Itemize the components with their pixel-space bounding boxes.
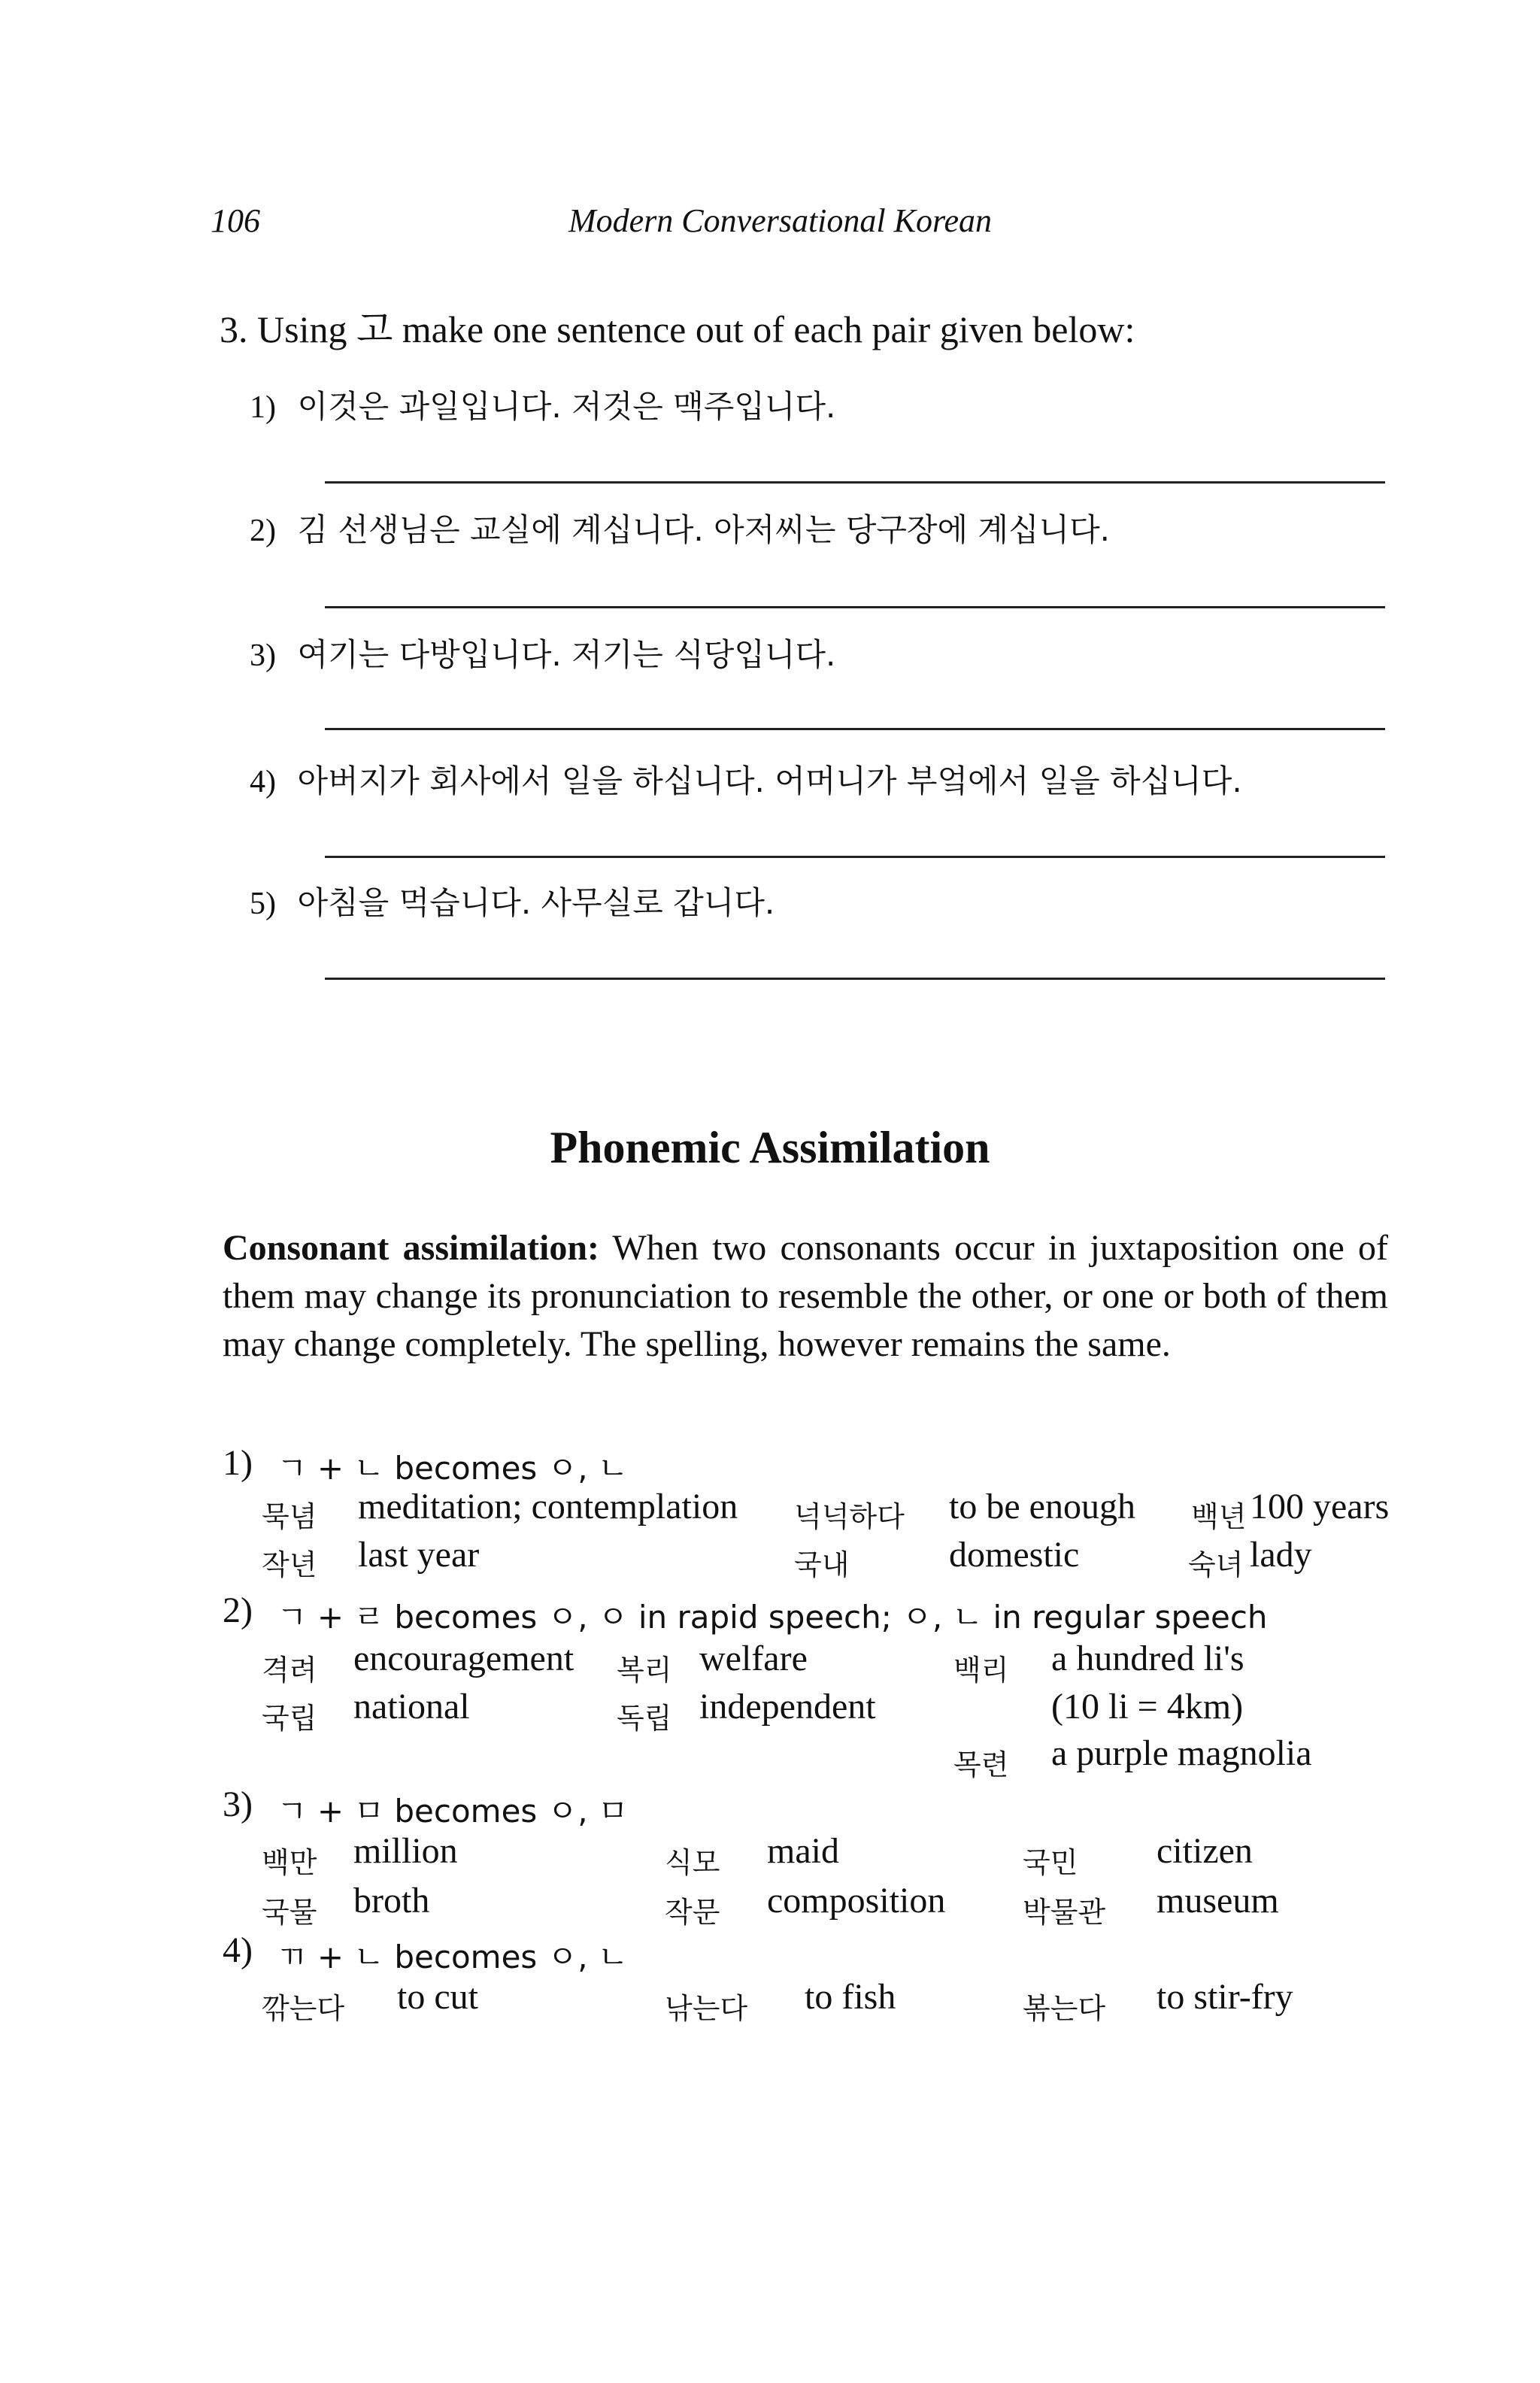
rule-formula: ㄲ + ㄴ becomes ㅇ, ㄴ (277, 1939, 629, 1975)
answer-line[interactable] (325, 481, 1385, 484)
item-number: 1) (250, 390, 276, 425)
gloss: broth (353, 1881, 430, 1921)
rule-label: 3) (223, 1784, 253, 1824)
item-number: 4) (250, 765, 276, 799)
gloss: to fish (805, 1977, 896, 2017)
gloss: to cut (397, 1977, 478, 2017)
exercise-item (250, 756, 1242, 802)
exercise-heading: 3. Using 고 make one sentence out of each pair given below: (220, 308, 1135, 350)
korean-word: 백리 (953, 1654, 1009, 1687)
korean-word: 복리 (617, 1654, 672, 1687)
korean-word: 묵념 (262, 1500, 317, 1533)
gloss: maid (767, 1831, 839, 1871)
korean-word: 국내 (794, 1548, 850, 1581)
gloss: citizen (1157, 1831, 1253, 1871)
korean-word: 격려 (262, 1654, 317, 1687)
item-text: 이것은 과일입니다. 저것은 맥주입니다. (297, 388, 836, 425)
gloss: (10 li = 4km) (1051, 1687, 1244, 1727)
korean-word: 국민 (1023, 1846, 1078, 1879)
korean-word: 식모 (665, 1846, 720, 1879)
gloss: composition (767, 1881, 946, 1921)
item-number: 2) (250, 514, 276, 548)
gloss: million (353, 1831, 458, 1871)
gloss: lady (1250, 1535, 1312, 1575)
exercise-item (250, 505, 1110, 550)
gloss: a purple magnolia (1051, 1733, 1312, 1773)
paragraph-body: When two consonants occur in juxtaposition one of them may change its pronunciation to resemble the other, or one or both of them may change completely. The spelling, however remains the same. (223, 1228, 1389, 1364)
korean-word: 목련 (953, 1748, 1009, 1781)
intro-paragraph (223, 1224, 1388, 1369)
gloss: encouragement (353, 1639, 574, 1678)
answer-line[interactable] (325, 978, 1385, 980)
korean-word: 깎는다 (262, 1992, 345, 2025)
korean-word: 볶는다 (1023, 1992, 1106, 2025)
item-text: 김 선생님은 교실에 계십니다. 아저씨는 당구장에 계십니다. (297, 511, 1111, 548)
rule-label: 4) (223, 1930, 253, 1970)
gloss: meditation; contemplation (358, 1487, 738, 1527)
exercise-item (250, 630, 835, 675)
rule-formula: ㄱ + ㅁ becomes ㅇ, ㅁ (277, 1793, 629, 1830)
item-text: 아버지가 회사에서 일을 하십니다. 어머니가 부엌에서 일을 하십니다. (297, 762, 1242, 799)
gloss: independent (699, 1687, 876, 1727)
rule-label: 2) (223, 1590, 253, 1630)
gloss: to stir-fry (1157, 1977, 1293, 2017)
gloss: a hundred li's (1051, 1639, 1244, 1678)
answer-line[interactable] (325, 856, 1385, 858)
korean-word: 작문 (665, 1896, 720, 1929)
gloss: to be enough (949, 1487, 1135, 1527)
answer-line[interactable] (325, 606, 1385, 608)
item-text: 여기는 다방입니다. 저기는 식당입니다. (297, 636, 836, 673)
gloss: national (353, 1687, 470, 1727)
item-number: 5) (250, 887, 276, 921)
item-text: 아침을 먹습니다. 사무실로 갑니다. (297, 884, 775, 921)
korean-word: 국립 (262, 1702, 317, 1735)
term-lead: Consonant assimilation: (223, 1228, 600, 1268)
korean-word: 독립 (617, 1702, 672, 1735)
gloss: domestic (949, 1535, 1080, 1575)
answer-line[interactable] (325, 728, 1385, 730)
item-number: 3) (250, 638, 276, 673)
section-title: Phonemic Assimilation (550, 1123, 990, 1172)
exercise-item (250, 878, 775, 923)
gloss: last year (358, 1535, 480, 1575)
korean-word: 숙녀 (1188, 1548, 1244, 1581)
gloss: 100 years (1250, 1487, 1390, 1527)
exercise-item (250, 382, 835, 427)
gloss: welfare (699, 1639, 808, 1678)
gloss: museum (1157, 1881, 1279, 1921)
rule-formula: ㄱ + ㄴ becomes ㅇ, ㄴ (277, 1450, 629, 1487)
running-title: Modern Conversational Korean (568, 202, 992, 239)
korean-word: 백년 (1191, 1500, 1247, 1533)
rule-formula: ㄱ + ㄹ becomes ㅇ, ㅇ in rapid speech; ㅇ, ㄴ in regular speech (277, 1599, 1268, 1636)
korean-word: 백만 (262, 1846, 317, 1879)
korean-word: 국물 (262, 1896, 317, 1929)
rule-label: 1) (223, 1443, 253, 1483)
korean-word: 박물관 (1023, 1896, 1106, 1929)
korean-word: 낚는다 (665, 1992, 748, 2025)
korean-word: 작년 (262, 1548, 317, 1581)
page-number: 106 (211, 202, 260, 239)
korean-word: 넉넉하다 (794, 1500, 905, 1533)
